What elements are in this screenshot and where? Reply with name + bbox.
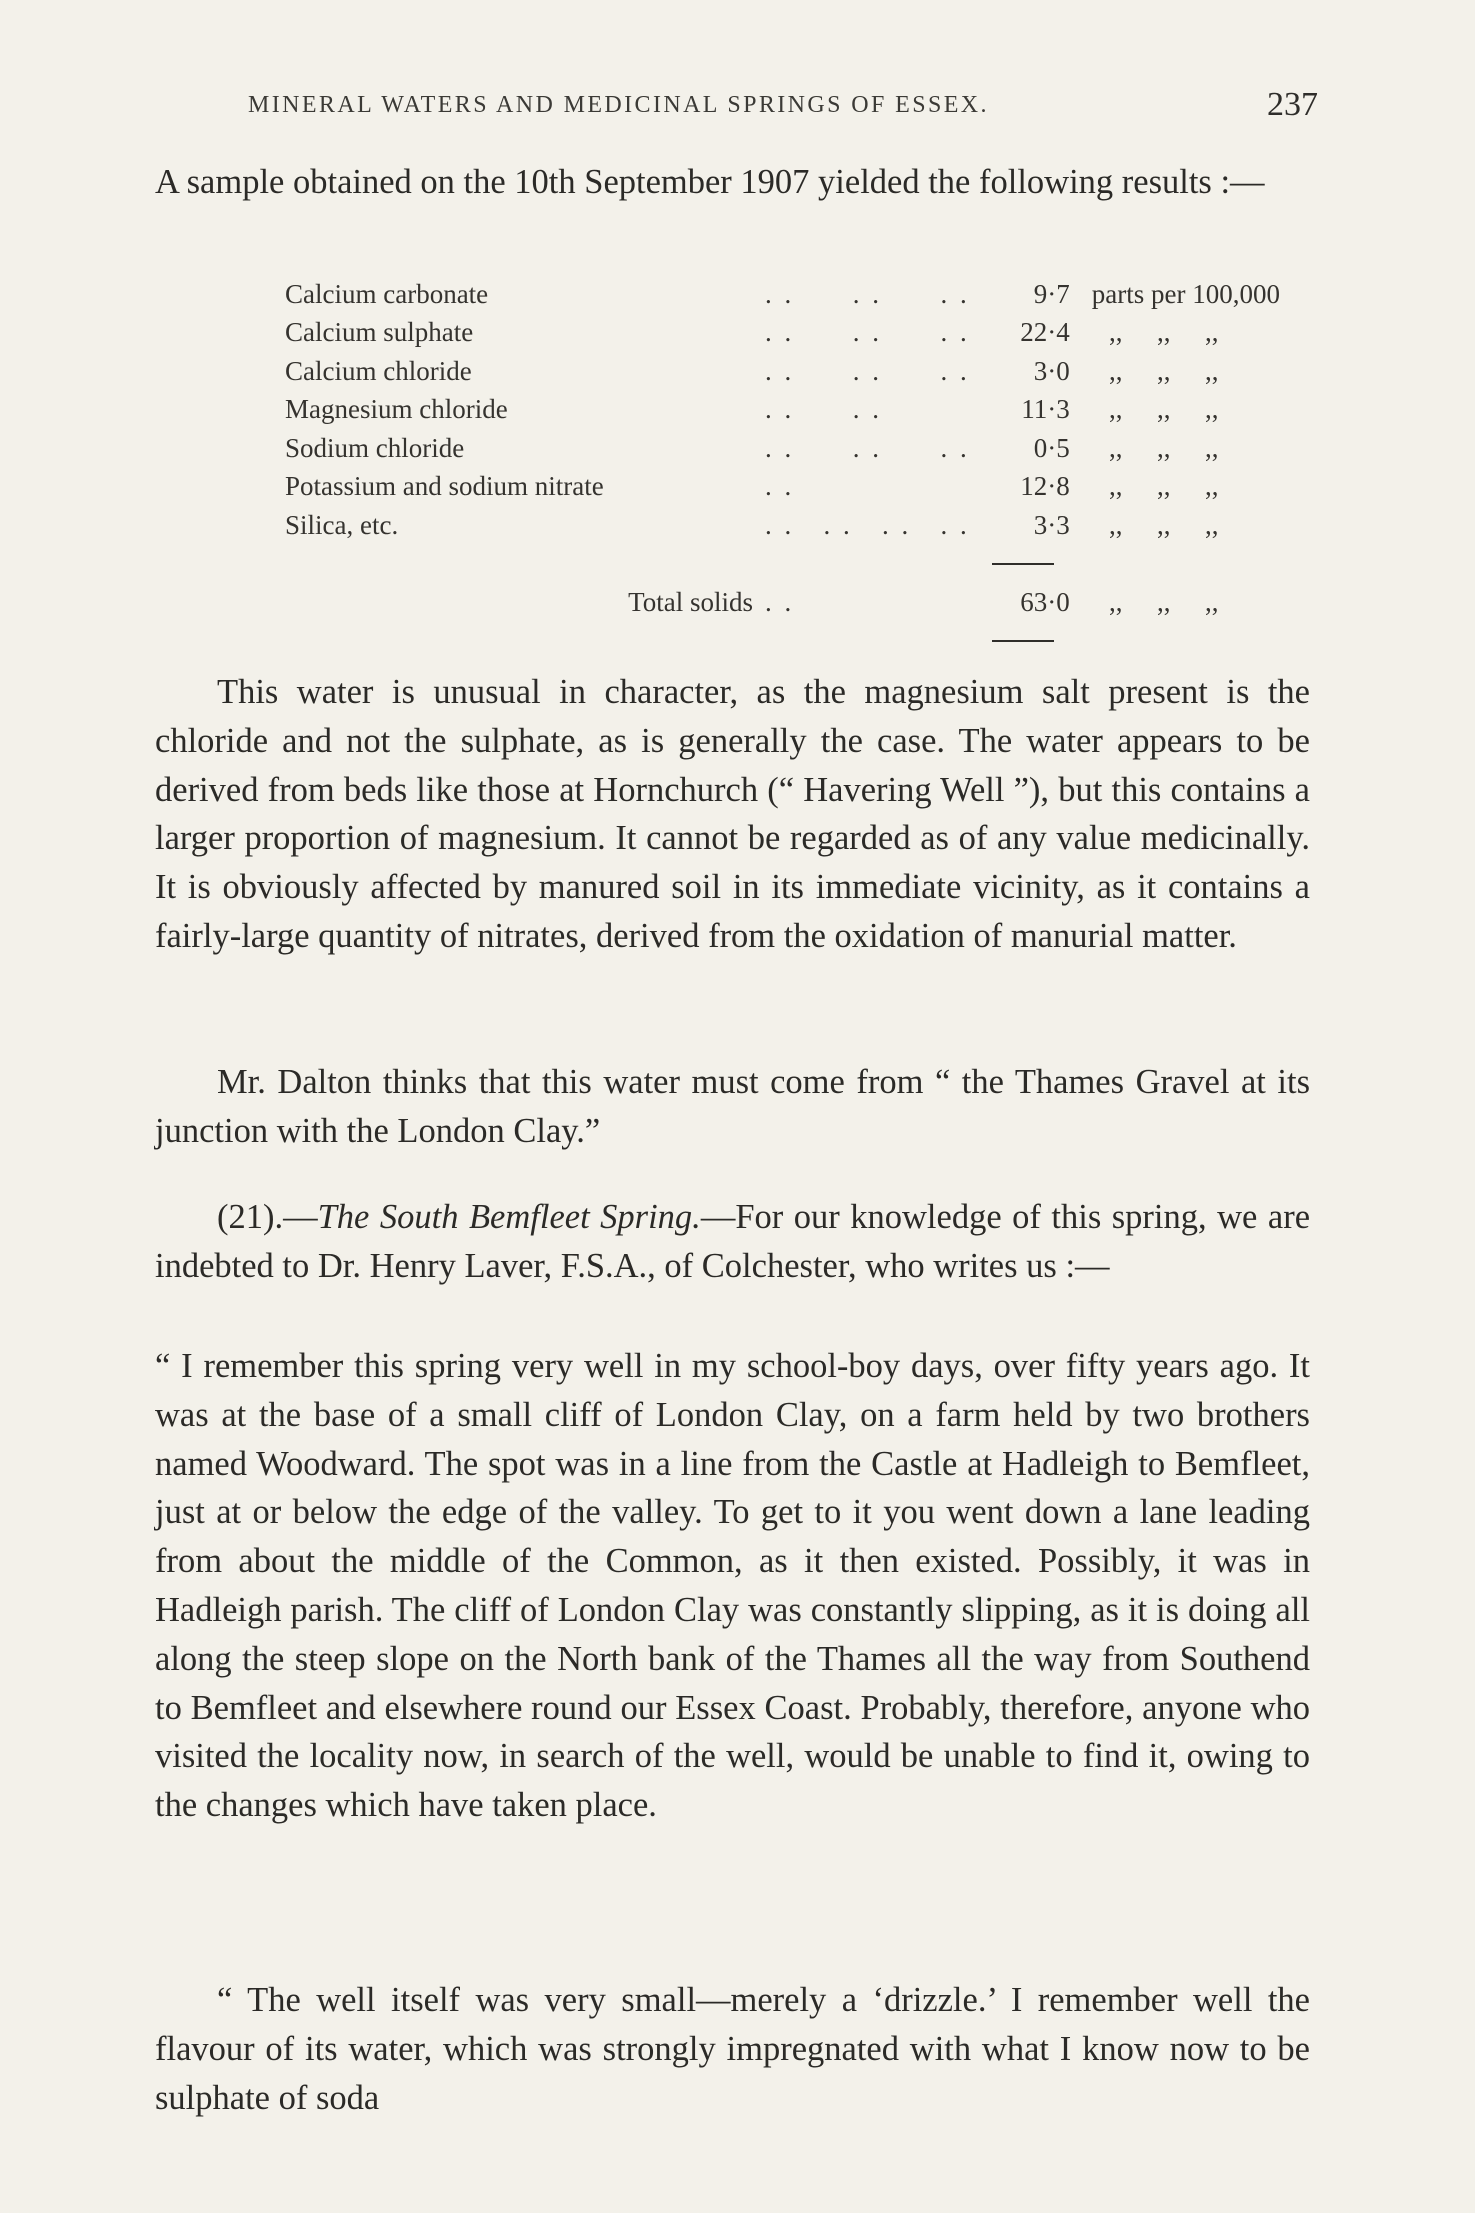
analysis-row (285, 468, 1412, 507)
analysis-row (285, 429, 1412, 468)
ditto-mark: ,, (1109, 317, 1123, 348)
ditto-mark: ,, (1109, 471, 1123, 502)
paragraph-dalton: Mr. Dalton thinks that this water must come from “ the Thames Gravel at its junction with the London Clay.” (155, 1063, 1310, 1150)
leader-dots: . . . . . . . . (765, 509, 970, 540)
ditto-mark: ,, (1157, 471, 1171, 502)
section-number: (21).— (217, 1198, 318, 1236)
ditto-mark: ,, (1157, 355, 1171, 386)
page-number: 237 (1267, 86, 1318, 123)
section-intro-text: —For our knowledge of this spring, we are indebted to Dr. Henry Laver, F.S.A., of Colchester, who writes us :— (155, 1198, 1311, 1285)
unit-cell (1092, 391, 1412, 430)
analysis-row (285, 314, 1412, 353)
unit-cell (1092, 468, 1412, 507)
leader-dots: . . . . . . (765, 432, 970, 463)
total-rule-row (285, 622, 1412, 661)
intro-paragraph: A sample obtained on the 10th September 1907 yielded the following results :— (155, 163, 1265, 201)
paragraph-water-character: This water is unusual in character, as the magnesium salt present is the chloride and not the sulphate, as is generally the case. The water appears to be derived from beds like those at Hornchurch (“ Havering Well ”), but this contains a larger proportion of magnesium. It cannot be regarded as of any value medicinally. It is obviously affected by manured soil in its immediate vicinity, as it contains a fairly-large quantity of nitrates, derived from the oxidation of manurial matter. (155, 673, 1310, 955)
page-header (248, 86, 1318, 130)
constituent-value: 9·7 (1033, 278, 1070, 309)
leader-dots: . . . . . . (765, 355, 970, 386)
unit-cell (1092, 506, 1412, 545)
ditto-mark: ,, (1205, 394, 1219, 425)
paragraph-south-bemfleet (155, 1193, 1310, 1291)
ditto-mark: ,, (1157, 432, 1171, 463)
analysis-table (285, 275, 1412, 660)
ditto-mark: ,, (1205, 317, 1219, 348)
ditto-mark: ,, (1157, 317, 1171, 348)
constituent-value: 22·4 (1020, 317, 1070, 348)
constituent-value: 3·3 (1033, 509, 1070, 540)
total-rule-row (285, 545, 1412, 584)
ditto-mark: ,, (1205, 432, 1219, 463)
ditto-mark: ,, (1205, 471, 1219, 502)
ditto-mark: ,, (1205, 355, 1219, 386)
section-title: The South Bemfleet Spring. (317, 1198, 701, 1236)
total-rule-top (992, 563, 1054, 565)
leader-dots: . . . . . . (765, 278, 970, 309)
constituent-value: 12·8 (1020, 471, 1070, 502)
constituent-value: 0·5 (1033, 432, 1070, 463)
ditto-mark: ,, (1205, 586, 1219, 617)
analysis-row (285, 275, 1412, 314)
analysis-row (285, 391, 1412, 430)
ditto-mark: ,, (1109, 586, 1123, 617)
ditto-mark: ,, (1109, 355, 1123, 386)
ditto-mark: ,, (1109, 432, 1123, 463)
unit-cell (1092, 314, 1412, 353)
paragraph-laver-quote: “ I remember this spring very well in my school-boy days, over fifty years ago. It was at the base of a small cliff of London Clay, on a farm held by two brothers named Woodward. The spot was in a line from the Castle at Hadleigh to Bemfleet, just at or below the edge of the valley. To get to it you went down a lane leading from about the middle of the Common, as it then existed. Possibly, it was in Hadleigh parish. The cliff of London Clay was constantly slipping, as it is doing all along the steep slope on the North bank of the Thames all the way from Southend to Bemfleet and elsewhere round our Essex Coast. Probably, therefore, anyone who visited the locality now, in search of the well, would be unable to find it, owing to the changes which have taken place. (155, 1347, 1310, 1825)
constituent-value: 11·3 (1021, 394, 1070, 425)
analysis-row (285, 352, 1412, 391)
total-label: Total solids (628, 586, 753, 617)
unit-cell (1092, 429, 1412, 468)
leader-dots: . . . . (765, 394, 882, 425)
total-value: 63·0 (1020, 586, 1070, 617)
ditto-mark: ,, (1157, 586, 1171, 617)
constituent-name: Calcium sulphate (285, 317, 474, 348)
ditto-mark: ,, (1109, 509, 1123, 540)
running-head: MINERAL WATERS AND MEDICINAL SPRINGS OF ESSEX. (248, 92, 989, 118)
analysis-row (285, 506, 1412, 545)
ditto-mark: ,, (1157, 509, 1171, 540)
constituent-name: Silica, etc. (285, 509, 399, 540)
constituent-name: Calcium chloride (285, 355, 472, 386)
ditto-mark: ,, (1157, 394, 1171, 425)
unit-cell (1092, 352, 1412, 391)
constituent-name: Calcium carbonate (285, 278, 489, 309)
leader-dots: . . (765, 471, 795, 502)
constituent-name: Sodium chloride (285, 432, 465, 463)
paragraph-well-flavour: “ The well itself was very small—merely a ‘drizzle.’ I remember well the flavour of its water, which was strongly impregnated with what I know now to be sulphate of soda (155, 1981, 1310, 2117)
ditto-mark: ,, (1205, 509, 1219, 540)
constituent-name: Magnesium chloride (285, 394, 508, 425)
constituent-name: Potassium and sodium nitrate (285, 471, 604, 502)
constituent-value: 3·0 (1033, 355, 1070, 386)
ditto-mark: ,, (1109, 394, 1123, 425)
leader-dots: . . (765, 586, 795, 617)
total-rule-bottom (992, 640, 1054, 642)
unit-label: parts per 100,000 (1091, 278, 1280, 309)
analysis-total-row (285, 583, 1412, 622)
unit-cell (1092, 583, 1412, 622)
leader-dots: . . . . . . (765, 317, 970, 348)
unit-cell (1092, 275, 1412, 314)
